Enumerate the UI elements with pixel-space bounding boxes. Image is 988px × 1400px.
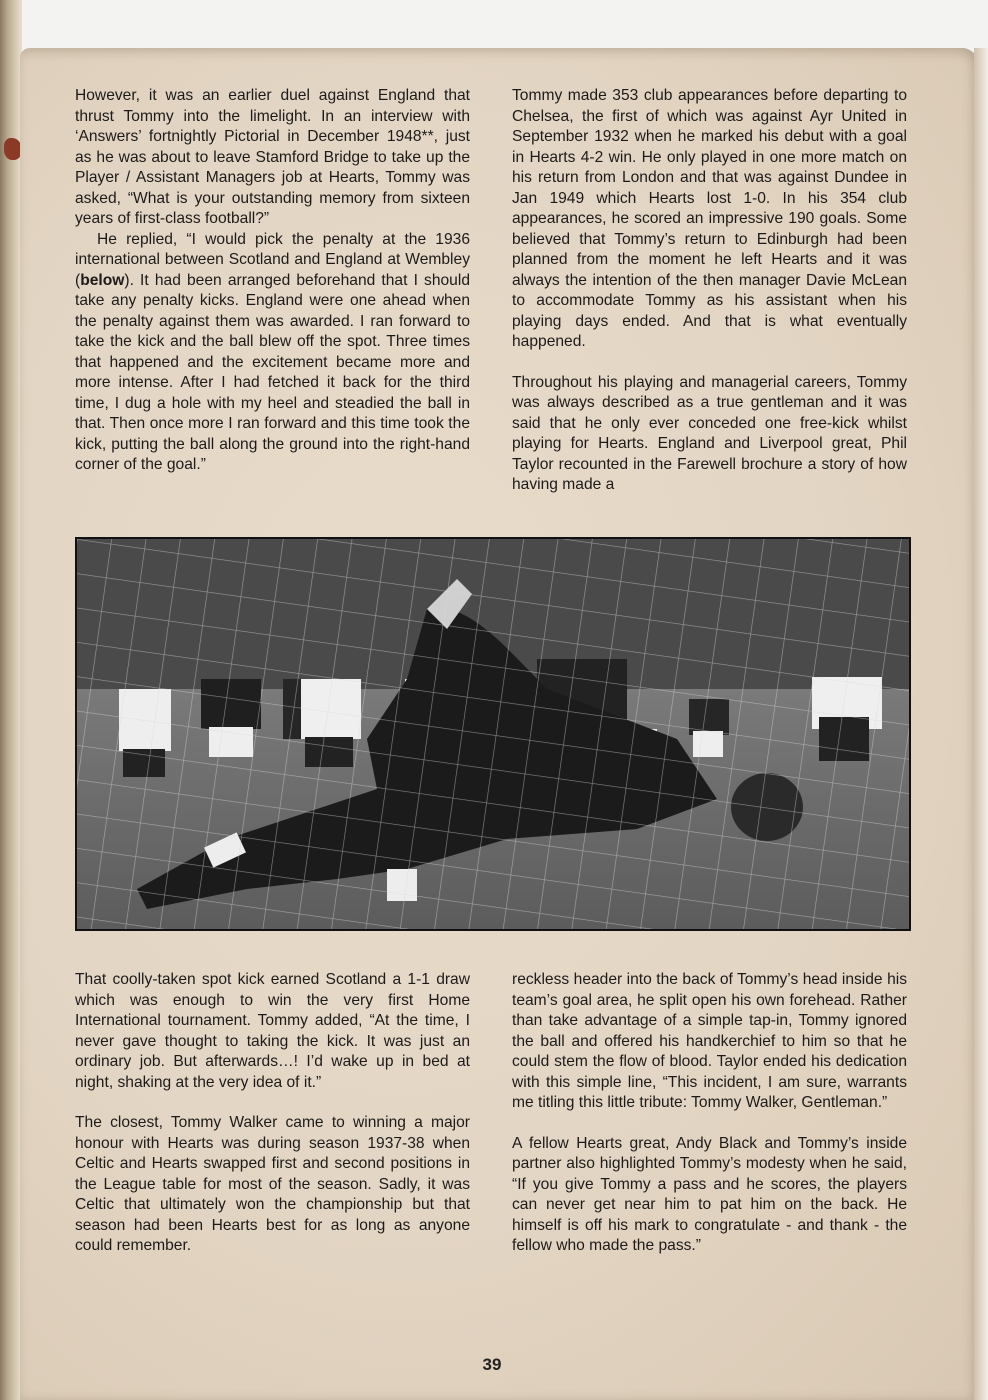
paragraph-text: He replied, “I would pick the penalty at the 1936 international between Scotland and England at Wembley ( [75, 230, 470, 289]
page-edge [974, 48, 988, 1400]
emphasis-below: below [80, 271, 125, 289]
match-photograph [75, 537, 911, 931]
column-top-left [75, 86, 470, 476]
page-number: 39 [482, 1355, 502, 1374]
photo-illustration [77, 539, 909, 929]
paragraph: A fellow Hearts great, Andy Black and Tommy’s inside partner also highlighted Tommy’s modesty when he said, “If you give Tommy a pass and he scores, the players can never get near him to pat him on the back. He himself is off his mark to congratulate - and thank - the fellow who made the pass.” [512, 1134, 907, 1254]
paragraph-text: ). It had been arranged beforehand that I should take any penalty kicks. England were one ahead when the penalty against them was awarded. I ran forward to take the kick and the ball blew off the spot. Three times that happened and the excitement became more and more intense. After I had fetched it back for the third time, I dug a hole with my heel and steadied the ball in that. Then once more I ran forward and this time took the kick, putting the ball along the ground into the right-hand corner of the goal.” [75, 271, 470, 473]
paragraph: Throughout his playing and managerial careers, Tommy was always described as a true gentleman and it was said that he only ever conceded one free-kick whilst playing for Hearts. England and Liverpool great, Phil Taylor recounted in the Farewell brochure a story of how having made a [512, 373, 907, 493]
paragraph: That coolly-taken spot kick earned Scotland a 1-1 draw which was enough to win the very first Home International tournament. Tommy added, “At the time, I never gave thought to taking the kick. It was just an ordinary job. But afterwards…! I’d wake up in bed at night, shaking at the very idea of it.” [75, 971, 470, 1091]
paragraph: Tommy made 353 club appearances before departing to Chelsea, the first of which was against Ayr United in September 1932 when he marked his debut with a goal in Hearts 4-2 win. He only played in one more match on his return from London and that was against Dundee in Jan 1949 which Hearts lost 1-0. In his 354 club appearances, he scored an impressive 190 goals. Some believed that Tommy’s return to Edinburgh had been planned from the moment he left Hearts and it was always the intention of the then manager Davie McLean to accommodate Tommy as his assistant when his playing days ended. And that is what eventually happened. [512, 87, 907, 350]
paragraph: The closest, Tommy Walker came to winning a major honour with Hearts was during season 1937-38 when Celtic and Hearts swapped first and second positions in the League table for most of the season. Sadly, it was Celtic that ultimately won the championship but that season had been Hearts best for as long as anyone could remember. [75, 1114, 470, 1254]
paragraph: reckless header into the back of Tommy’s head inside his team’s goal area, he split open his own forehead. Rather than take advantage of a simple tap-in, Tommy ignored the ball and offered his handkerchief to him so that he could stem the flow of blood. Taylor ended his dedication with this simple line, “This incident, I am sure, warrants me titling this little tribute: Tommy Walker, Gentleman.” [512, 971, 907, 1111]
column-bottom-left [75, 970, 470, 1257]
binding-spine [0, 0, 22, 1400]
column-bottom-right [512, 970, 907, 1257]
column-top-right [512, 86, 907, 496]
paragraph [75, 230, 470, 476]
paragraph: However, it was an earlier duel against England that thrust Tommy into the limelight. In an interview with ‘Answers’ fortnightly Pictorial in December 1948**, just as he was about to leave Stamford Bridge to take up the Player / Assistant Managers job at Hearts, Tommy was asked, “What is your outstanding memory from sixteen years of first-class football?” [75, 87, 470, 227]
goal-net [77, 539, 909, 929]
